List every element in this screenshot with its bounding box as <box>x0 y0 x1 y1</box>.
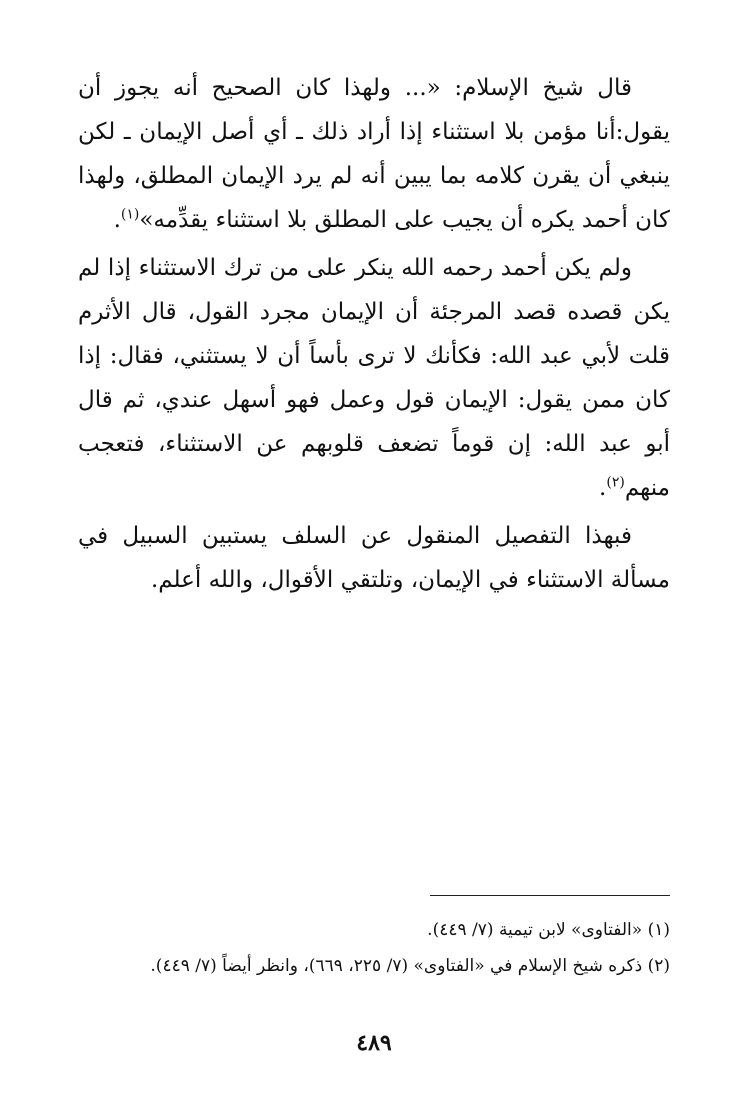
footnote-ref-1[interactable]: (١) <box>120 206 140 223</box>
footnote-2: (٢) ذكره شيخ الإسلام في «الفتاوى» (٧/ ٢٢٥، ٦٦٩)، وانظر أيضاً (٧/ ٤٤٩). <box>150 956 670 976</box>
footnote-divider <box>430 895 670 896</box>
paragraph-3-text: فبهذا التفصيل المنقول عن السلف يستبين السبيل في مسألة الاستثناء في الإيمان، وتلتقي الأقوال، والله أعلم. <box>78 523 670 593</box>
footnotes <box>78 912 670 984</box>
paragraph-2-text: ولم يكن أحمد رحمه الله ينكر على من ترك الاستثناء إذا لم يكن قصده قصد المرجئة أن الإيمان مجرد القول، قال الأثرم قلت لأبي عبد الله: فكأنك لا ترى بأساً أن لا يستثني، فقال: إذا كان ممن يقول: الإيمان قول وعمل فهو أسهل عندي، ثم قال أبو عبد الله: إن قوماً تضعف قلوبهم عن الاستثناء، فتعجب منهم <box>78 255 670 501</box>
paragraph-1-text: قال شيخ الإسلام: «... ولهذا كان الصحيح أنه يجوز أن يقول:أنا مؤمن بلا استثناء إذا أراد ذلك ـ أي أصل الإيمان ـ لكن ينبغي أن يقرن كلامه بما يبين أنه لم يرد الإيمان المطلق، ولهذا كان أحمد يكره أن يجيب على المطلق بلا استثناء يقدِّمه» <box>78 75 670 233</box>
footnote-1: (١) «الفتاوى» لابن تيمية (٧/ ٤٤٩). <box>427 920 670 940</box>
paragraph-2-end: . <box>599 475 607 501</box>
paragraph-1-end: . <box>113 207 121 233</box>
footnote-ref-2[interactable]: (٢) <box>606 474 625 491</box>
page-number: ٤٨٩ <box>356 1030 392 1056</box>
main-text <box>78 66 670 602</box>
paragraph-1 <box>78 66 670 242</box>
paragraph-3 <box>78 514 670 602</box>
paragraph-2 <box>78 246 670 510</box>
